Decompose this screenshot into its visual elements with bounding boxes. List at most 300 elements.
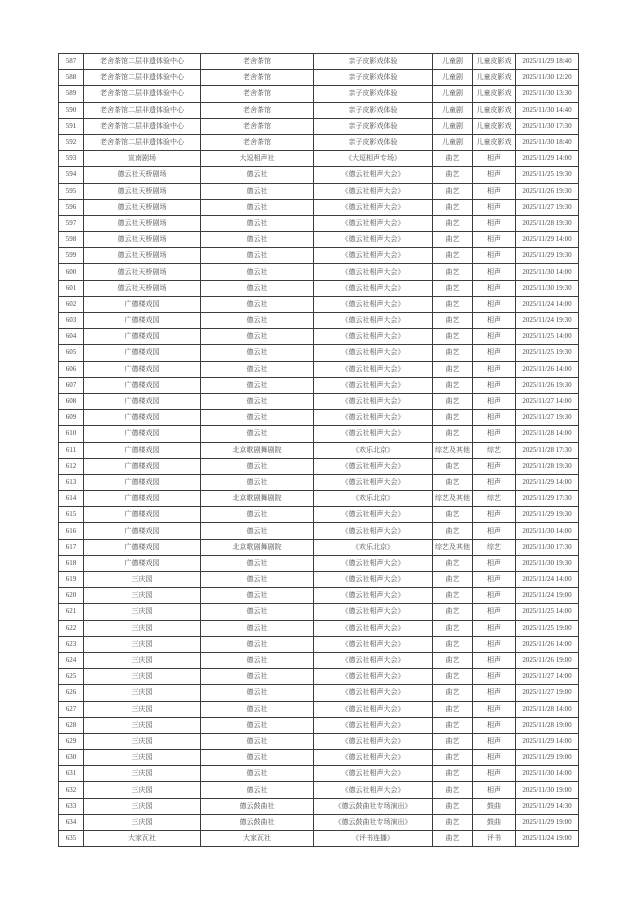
venue-cell: 三庆园 [84, 814, 201, 830]
venue-cell: 德云社天桥剧场 [84, 248, 201, 264]
table-row [59, 442, 579, 458]
row-number-cell: 623 [59, 636, 84, 652]
organizer-cell: 老舍茶馆 [201, 134, 314, 150]
organizer-cell: 德云社 [201, 572, 314, 588]
row-number-cell: 630 [59, 750, 84, 766]
table-row [59, 750, 579, 766]
venue-cell: 老舍茶馆二层非遗体验中心 [84, 70, 201, 86]
row-number-cell: 620 [59, 588, 84, 604]
row-number-cell: 626 [59, 685, 84, 701]
show-title-cell: 《德云社相声大会》 [314, 377, 433, 393]
datetime-cell: 2025/11/26 19:30 [516, 377, 579, 393]
row-number-cell: 610 [59, 426, 84, 442]
table-row [59, 798, 579, 814]
datetime-cell: 2025/11/30 18:40 [516, 134, 579, 150]
organizer-cell: 德云社 [201, 377, 314, 393]
show-title-cell: 《德云社相声大会》 [314, 750, 433, 766]
show-title-cell: 《德云社相声大会》 [314, 555, 433, 571]
subcategory-cell: 儿童皮影戏 [473, 102, 516, 118]
category-cell: 曲艺 [433, 296, 473, 312]
show-title-cell: 《德云社相声大会》 [314, 636, 433, 652]
table-row [59, 167, 579, 183]
show-title-cell: 《德云社相声大会》 [314, 264, 433, 280]
venue-cell: 老舍茶馆二层非遗体验中心 [84, 118, 201, 134]
table-row [59, 377, 579, 393]
venue-cell: 广德楼戏园 [84, 345, 201, 361]
table-row [59, 588, 579, 604]
row-number-cell: 591 [59, 118, 84, 134]
row-number-cell: 611 [59, 442, 84, 458]
row-number-cell: 633 [59, 798, 84, 814]
category-cell: 曲艺 [433, 766, 473, 782]
venue-cell: 三庆园 [84, 798, 201, 814]
subcategory-cell: 相声 [473, 733, 516, 749]
datetime-cell: 2025/11/25 14:00 [516, 604, 579, 620]
table-row [59, 652, 579, 668]
category-cell: 曲艺 [433, 782, 473, 798]
datetime-cell: 2025/11/30 12:20 [516, 70, 579, 86]
show-title-cell: 《欢乐北京》 [314, 491, 433, 507]
row-number-cell: 596 [59, 199, 84, 215]
venue-cell: 广德楼戏园 [84, 296, 201, 312]
venue-cell: 大家瓦社 [84, 831, 201, 847]
venue-cell: 广德楼戏园 [84, 539, 201, 555]
subcategory-cell: 相声 [473, 669, 516, 685]
show-title-cell: 《德云社相声大会》 [314, 733, 433, 749]
organizer-cell: 德云社 [201, 604, 314, 620]
venue-cell: 广德楼戏园 [84, 393, 201, 409]
table-row [59, 814, 579, 830]
category-cell: 曲艺 [433, 151, 473, 167]
subcategory-cell: 相声 [473, 782, 516, 798]
organizer-cell: 老舍茶馆 [201, 70, 314, 86]
row-number-cell: 631 [59, 766, 84, 782]
show-title-cell: 《德云社相声大会》 [314, 588, 433, 604]
subcategory-cell: 相声 [473, 393, 516, 409]
show-title-cell: 《德云社相声大会》 [314, 313, 433, 329]
table-row [59, 685, 579, 701]
organizer-cell: 德云社 [201, 296, 314, 312]
venue-cell: 三庆园 [84, 782, 201, 798]
category-cell: 曲艺 [433, 604, 473, 620]
table-row [59, 280, 579, 296]
table-row [59, 669, 579, 685]
organizer-cell: 德云社 [201, 717, 314, 733]
datetime-cell: 2025/11/30 14:00 [516, 766, 579, 782]
subcategory-cell: 相声 [473, 151, 516, 167]
organizer-cell: 德云社 [201, 426, 314, 442]
row-number-cell: 632 [59, 782, 84, 798]
organizer-cell: 德云社 [201, 183, 314, 199]
datetime-cell: 2025/11/29 14:00 [516, 232, 579, 248]
row-number-cell: 593 [59, 151, 84, 167]
venue-cell: 德云社天桥剧场 [84, 167, 201, 183]
category-cell: 曲艺 [433, 264, 473, 280]
show-title-cell: 《德云社相声大会》 [314, 507, 433, 523]
datetime-cell: 2025/11/26 19:30 [516, 183, 579, 199]
category-cell: 儿童剧 [433, 134, 473, 150]
category-cell: 曲艺 [433, 717, 473, 733]
datetime-cell: 2025/11/28 14:00 [516, 701, 579, 717]
datetime-cell: 2025/11/29 19:00 [516, 814, 579, 830]
category-cell: 儿童剧 [433, 118, 473, 134]
category-cell: 曲艺 [433, 345, 473, 361]
row-number-cell: 597 [59, 215, 84, 231]
show-title-cell: 亲子皮影戏体验 [314, 102, 433, 118]
venue-cell: 广德楼戏园 [84, 458, 201, 474]
subcategory-cell: 相声 [473, 572, 516, 588]
row-number-cell: 606 [59, 361, 84, 377]
table-row [59, 102, 579, 118]
show-title-cell: 亲子皮影戏体验 [314, 134, 433, 150]
subcategory-cell: 鼓曲 [473, 814, 516, 830]
venue-cell: 德云社天桥剧场 [84, 264, 201, 280]
show-title-cell: 《德云社相声大会》 [314, 620, 433, 636]
venue-cell: 三庆园 [84, 766, 201, 782]
venue-cell: 德云社天桥剧场 [84, 215, 201, 231]
show-title-cell: 《德云社相声大会》 [314, 393, 433, 409]
row-number-cell: 627 [59, 701, 84, 717]
row-number-cell: 589 [59, 86, 84, 102]
category-cell: 曲艺 [433, 685, 473, 701]
table-row [59, 620, 579, 636]
venue-cell: 广德楼戏园 [84, 442, 201, 458]
show-title-cell: 《大逗相声专场》 [314, 151, 433, 167]
table-row [59, 604, 579, 620]
venue-cell: 广德楼戏园 [84, 377, 201, 393]
organizer-cell: 北京歌剧舞剧院 [201, 442, 314, 458]
category-cell: 曲艺 [433, 458, 473, 474]
table-row [59, 313, 579, 329]
venue-cell: 三庆园 [84, 701, 201, 717]
organizer-cell: 德云鼓曲社 [201, 814, 314, 830]
organizer-cell: 德云社 [201, 620, 314, 636]
datetime-cell: 2025/11/27 14:00 [516, 393, 579, 409]
datetime-cell: 2025/11/24 19:00 [516, 831, 579, 847]
show-title-cell: 《德云社相声大会》 [314, 183, 433, 199]
datetime-cell: 2025/11/28 14:00 [516, 426, 579, 442]
organizer-cell: 老舍茶馆 [201, 54, 314, 70]
organizer-cell: 德云社 [201, 750, 314, 766]
subcategory-cell: 相声 [473, 474, 516, 490]
subcategory-cell: 相声 [473, 717, 516, 733]
table-row [59, 361, 579, 377]
row-number-cell: 603 [59, 313, 84, 329]
organizer-cell: 德云社 [201, 766, 314, 782]
table-row [59, 507, 579, 523]
subcategory-cell: 相声 [473, 377, 516, 393]
show-title-cell: 《德云社相声大会》 [314, 523, 433, 539]
datetime-cell: 2025/11/29 14:00 [516, 151, 579, 167]
subcategory-cell: 相声 [473, 264, 516, 280]
row-number-cell: 629 [59, 733, 84, 749]
table-row [59, 539, 579, 555]
category-cell: 曲艺 [433, 199, 473, 215]
row-number-cell: 602 [59, 296, 84, 312]
category-cell: 曲艺 [433, 361, 473, 377]
datetime-cell: 2025/11/25 19:30 [516, 345, 579, 361]
category-cell: 儿童剧 [433, 54, 473, 70]
subcategory-cell: 鼓曲 [473, 798, 516, 814]
show-title-cell: 亲子皮影戏体验 [314, 70, 433, 86]
category-cell: 曲艺 [433, 329, 473, 345]
organizer-cell: 德云社 [201, 215, 314, 231]
organizer-cell: 德云社 [201, 264, 314, 280]
table-row [59, 733, 579, 749]
row-number-cell: 600 [59, 264, 84, 280]
category-cell: 曲艺 [433, 798, 473, 814]
organizer-cell: 德云社 [201, 685, 314, 701]
organizer-cell: 德云社 [201, 782, 314, 798]
subcategory-cell: 相声 [473, 766, 516, 782]
table-row [59, 199, 579, 215]
show-title-cell: 《德云社相声大会》 [314, 280, 433, 296]
subcategory-cell: 儿童皮影戏 [473, 86, 516, 102]
organizer-cell: 德云社 [201, 361, 314, 377]
venue-cell: 三庆园 [84, 636, 201, 652]
datetime-cell: 2025/11/24 14:00 [516, 572, 579, 588]
datetime-cell: 2025/11/30 19:00 [516, 782, 579, 798]
organizer-cell: 德云社 [201, 523, 314, 539]
category-cell: 曲艺 [433, 701, 473, 717]
show-title-cell: 《德云社相声大会》 [314, 215, 433, 231]
row-number-cell: 622 [59, 620, 84, 636]
datetime-cell: 2025/11/27 14:00 [516, 669, 579, 685]
subcategory-cell: 综艺 [473, 539, 516, 555]
organizer-cell: 德云社 [201, 248, 314, 264]
show-title-cell: 《德云社相声大会》 [314, 572, 433, 588]
show-title-cell: 《德云鼓曲社专场演出》 [314, 814, 433, 830]
datetime-cell: 2025/11/30 17:30 [516, 118, 579, 134]
category-cell: 曲艺 [433, 280, 473, 296]
subcategory-cell: 相声 [473, 588, 516, 604]
table-row [59, 782, 579, 798]
datetime-cell: 2025/11/25 14:00 [516, 329, 579, 345]
organizer-cell: 德云鼓曲社 [201, 798, 314, 814]
show-title-cell: 《德云社相声大会》 [314, 685, 433, 701]
table-row [59, 766, 579, 782]
table-row [59, 458, 579, 474]
organizer-cell: 德云社 [201, 701, 314, 717]
category-cell: 曲艺 [433, 313, 473, 329]
datetime-cell: 2025/11/30 14:40 [516, 102, 579, 118]
show-title-cell: 《德云社相声大会》 [314, 167, 433, 183]
subcategory-cell: 相声 [473, 701, 516, 717]
category-cell: 曲艺 [433, 733, 473, 749]
subcategory-cell: 相声 [473, 296, 516, 312]
show-title-cell: 《德云社相声大会》 [314, 474, 433, 490]
row-number-cell: 618 [59, 555, 84, 571]
show-title-cell: 《评书连播》 [314, 831, 433, 847]
subcategory-cell: 综艺 [473, 491, 516, 507]
row-number-cell: 590 [59, 102, 84, 118]
category-cell: 综艺及其他 [433, 442, 473, 458]
organizer-cell: 德云社 [201, 232, 314, 248]
datetime-cell: 2025/11/29 14:00 [516, 733, 579, 749]
category-cell: 综艺及其他 [433, 491, 473, 507]
category-cell: 曲艺 [433, 555, 473, 571]
show-title-cell: 亲子皮影戏体验 [314, 118, 433, 134]
subcategory-cell: 综艺 [473, 442, 516, 458]
venue-cell: 广德楼戏园 [84, 313, 201, 329]
table-row [59, 426, 579, 442]
table-row [59, 831, 579, 847]
row-number-cell: 634 [59, 814, 84, 830]
venue-cell: 三庆园 [84, 604, 201, 620]
datetime-cell: 2025/11/30 17:30 [516, 539, 579, 555]
datetime-cell: 2025/11/29 14:00 [516, 474, 579, 490]
datetime-cell: 2025/11/30 19:30 [516, 555, 579, 571]
table-row [59, 393, 579, 409]
subcategory-cell: 儿童皮影戏 [473, 118, 516, 134]
show-title-cell: 《德云鼓曲社专场演出》 [314, 798, 433, 814]
organizer-cell: 德云社 [201, 636, 314, 652]
venue-cell: 宣南剧场 [84, 151, 201, 167]
venue-cell: 广德楼戏园 [84, 329, 201, 345]
datetime-cell: 2025/11/30 14:00 [516, 523, 579, 539]
table-row [59, 54, 579, 70]
subcategory-cell: 相声 [473, 555, 516, 571]
category-cell: 儿童剧 [433, 86, 473, 102]
venue-cell: 三庆园 [84, 572, 201, 588]
datetime-cell: 2025/11/28 19:00 [516, 717, 579, 733]
datetime-cell: 2025/11/30 13:30 [516, 86, 579, 102]
subcategory-cell: 儿童皮影戏 [473, 70, 516, 86]
row-number-cell: 619 [59, 572, 84, 588]
row-number-cell: 607 [59, 377, 84, 393]
subcategory-cell: 相声 [473, 280, 516, 296]
show-title-cell: 《德云社相声大会》 [314, 345, 433, 361]
row-number-cell: 609 [59, 410, 84, 426]
table-row [59, 572, 579, 588]
organizer-cell: 德云社 [201, 167, 314, 183]
show-title-cell: 亲子皮影戏体验 [314, 54, 433, 70]
venue-cell: 老舍茶馆二层非遗体验中心 [84, 102, 201, 118]
venue-cell: 老舍茶馆二层非遗体验中心 [84, 54, 201, 70]
table-row [59, 215, 579, 231]
venue-cell: 三庆园 [84, 652, 201, 668]
subcategory-cell: 相声 [473, 620, 516, 636]
row-number-cell: 621 [59, 604, 84, 620]
venue-cell: 三庆园 [84, 733, 201, 749]
show-title-cell: 《德云社相声大会》 [314, 410, 433, 426]
organizer-cell: 德云社 [201, 393, 314, 409]
subcategory-cell: 相声 [473, 507, 516, 523]
datetime-cell: 2025/11/29 18:40 [516, 54, 579, 70]
table-row [59, 296, 579, 312]
table-row [59, 248, 579, 264]
row-number-cell: 625 [59, 669, 84, 685]
events-table-body [59, 54, 579, 847]
category-cell: 曲艺 [433, 248, 473, 264]
show-title-cell: 《德云社相声大会》 [314, 717, 433, 733]
subcategory-cell: 相声 [473, 167, 516, 183]
subcategory-cell: 相声 [473, 329, 516, 345]
venue-cell: 广德楼戏园 [84, 523, 201, 539]
subcategory-cell: 相声 [473, 361, 516, 377]
category-cell: 曲艺 [433, 831, 473, 847]
venue-cell: 三庆园 [84, 588, 201, 604]
show-title-cell: 《德云社相声大会》 [314, 199, 433, 215]
venue-cell: 广德楼戏园 [84, 410, 201, 426]
organizer-cell: 德云社 [201, 652, 314, 668]
organizer-cell: 老舍茶馆 [201, 102, 314, 118]
table-row [59, 717, 579, 733]
table-row [59, 151, 579, 167]
organizer-cell: 德云社 [201, 669, 314, 685]
events-table [58, 53, 579, 847]
row-number-cell: 601 [59, 280, 84, 296]
row-number-cell: 605 [59, 345, 84, 361]
category-cell: 曲艺 [433, 215, 473, 231]
datetime-cell: 2025/11/29 19:00 [516, 750, 579, 766]
venue-cell: 广德楼戏园 [84, 474, 201, 490]
organizer-cell: 德云社 [201, 313, 314, 329]
category-cell: 曲艺 [433, 669, 473, 685]
table-row [59, 701, 579, 717]
subcategory-cell: 评书 [473, 831, 516, 847]
datetime-cell: 2025/11/24 14:00 [516, 296, 579, 312]
table-row [59, 70, 579, 86]
datetime-cell: 2025/11/24 19:30 [516, 313, 579, 329]
datetime-cell: 2025/11/28 19:30 [516, 215, 579, 231]
category-cell: 曲艺 [433, 426, 473, 442]
venue-cell: 德云社天桥剧场 [84, 183, 201, 199]
row-number-cell: 599 [59, 248, 84, 264]
row-number-cell: 604 [59, 329, 84, 345]
row-number-cell: 594 [59, 167, 84, 183]
organizer-cell: 德云社 [201, 199, 314, 215]
row-number-cell: 624 [59, 652, 84, 668]
row-number-cell: 587 [59, 54, 84, 70]
venue-cell: 三庆园 [84, 685, 201, 701]
show-title-cell: 《欢乐北京》 [314, 539, 433, 555]
show-title-cell: 《德云社相声大会》 [314, 669, 433, 685]
category-cell: 儿童剧 [433, 70, 473, 86]
organizer-cell: 德云社 [201, 410, 314, 426]
datetime-cell: 2025/11/29 14:30 [516, 798, 579, 814]
row-number-cell: 598 [59, 232, 84, 248]
subcategory-cell: 相声 [473, 410, 516, 426]
subcategory-cell: 相声 [473, 183, 516, 199]
venue-cell: 广德楼戏园 [84, 507, 201, 523]
show-title-cell: 《德云社相声大会》 [314, 782, 433, 798]
subcategory-cell: 相声 [473, 232, 516, 248]
category-cell: 儿童剧 [433, 102, 473, 118]
datetime-cell: 2025/11/28 19:30 [516, 458, 579, 474]
category-cell: 曲艺 [433, 636, 473, 652]
category-cell: 曲艺 [433, 620, 473, 636]
row-number-cell: 592 [59, 134, 84, 150]
row-number-cell: 613 [59, 474, 84, 490]
datetime-cell: 2025/11/30 19:30 [516, 280, 579, 296]
subcategory-cell: 相声 [473, 458, 516, 474]
datetime-cell: 2025/11/26 14:00 [516, 361, 579, 377]
subcategory-cell: 相声 [473, 604, 516, 620]
datetime-cell: 2025/11/25 19:00 [516, 620, 579, 636]
row-number-cell: 614 [59, 491, 84, 507]
category-cell: 曲艺 [433, 377, 473, 393]
subcategory-cell: 相声 [473, 248, 516, 264]
category-cell: 曲艺 [433, 588, 473, 604]
table-row [59, 555, 579, 571]
venue-cell: 广德楼戏园 [84, 361, 201, 377]
subcategory-cell: 相声 [473, 523, 516, 539]
organizer-cell: 大家瓦社 [201, 831, 314, 847]
subcategory-cell: 相声 [473, 652, 516, 668]
table-row [59, 523, 579, 539]
organizer-cell: 北京歌剧舞剧院 [201, 491, 314, 507]
